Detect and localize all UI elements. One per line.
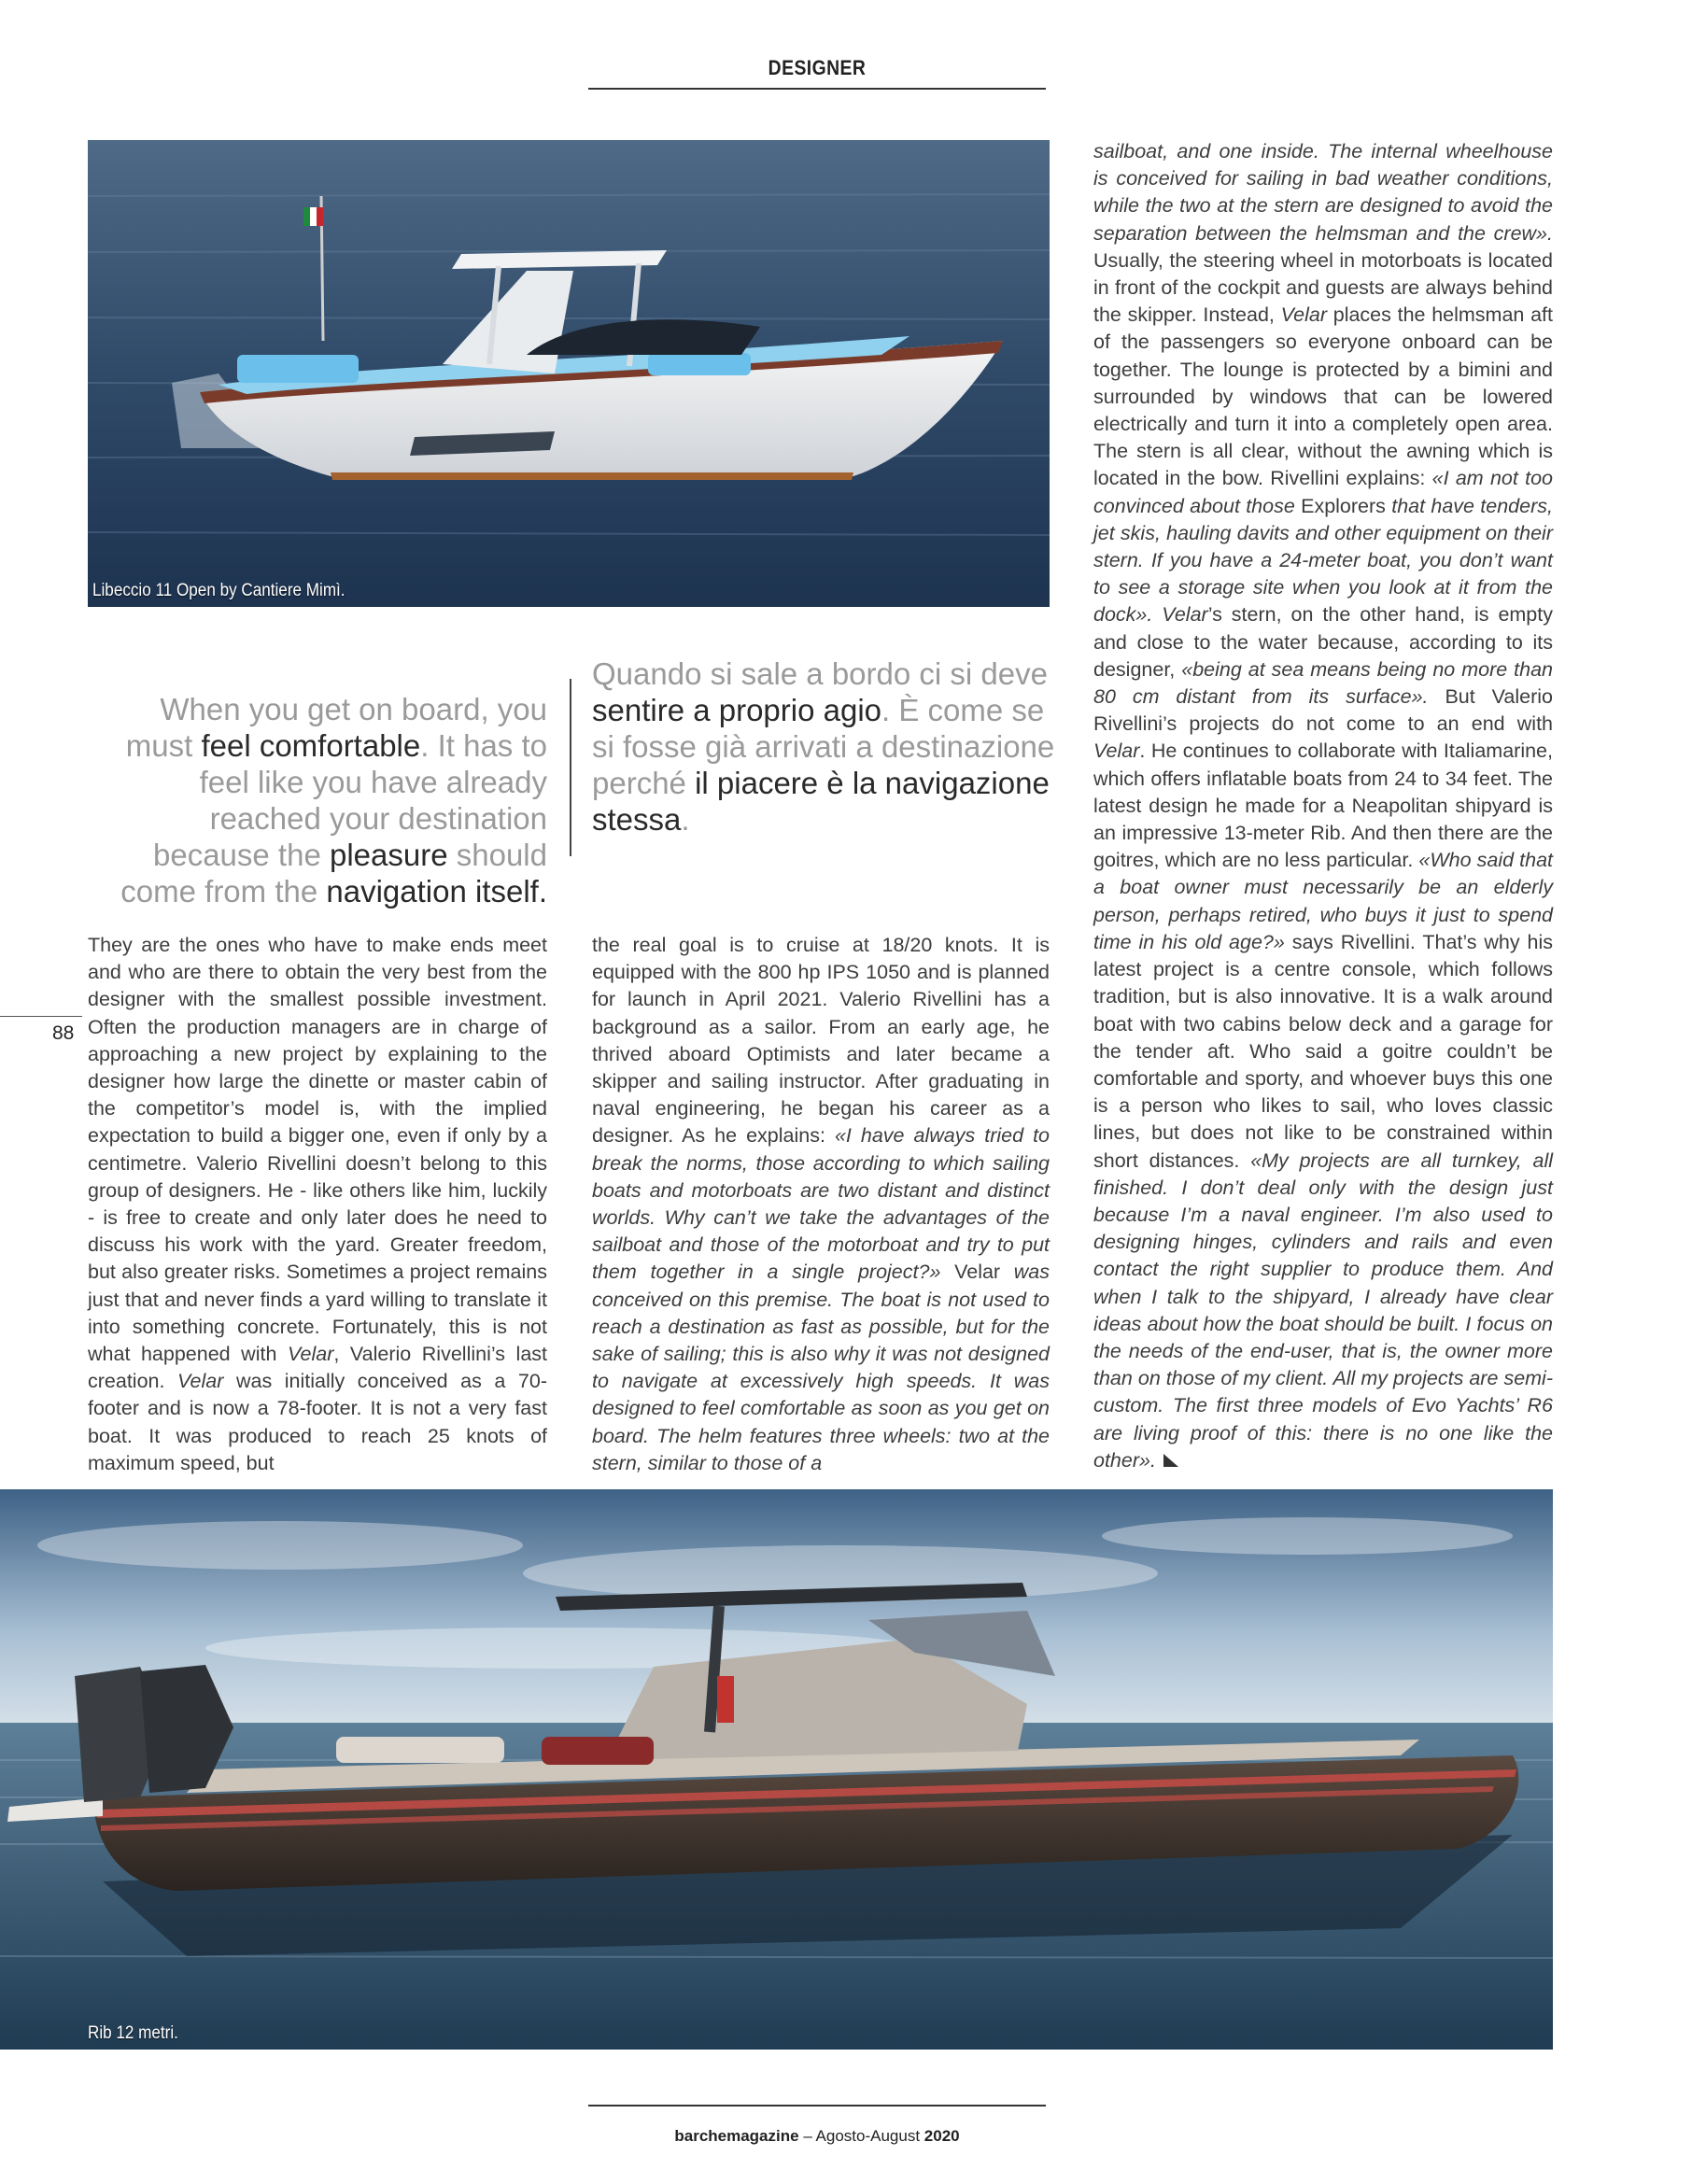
page-number: 88 xyxy=(52,1022,75,1044)
footer-rule xyxy=(588,2105,1046,2107)
text-run: places the helmsman aft of the passengers so everyone onboard can be together. The lounge is protected by a bimini and surrounded by windows that can be lowered electrically and turn it into a completely open area. The stern is all clear, without the awning which is located in the bow. Rivellini explains: xyxy=(1093,303,1553,490)
italic-run: Velar xyxy=(287,1343,334,1366)
page-number-rule xyxy=(0,1016,82,1017)
footer-issue: – Agosto-August xyxy=(798,2127,924,2145)
header-rule xyxy=(588,88,1046,90)
pullquote-it-part-2: . È come se si fosse già arrivati a destinazione perché xyxy=(592,693,1055,800)
pullquote-en-part-2: . It has to feel like you have already reached your destination because the xyxy=(153,728,547,872)
italic-run: «I am not too convinced about those xyxy=(1093,467,1553,517)
text-run: . He continues to collaborate with Italiamarine, which offers inflatable boats from 24 to 34 feet. The latest design he made for a Neapolitan shipyard is an impressive 13-meter Rib. And then there are the goitres, which are no less particular. xyxy=(1093,740,1553,872)
italic-run: that have tenders, jet skis, hauling davits and other equipment on their stern. If you have a 24-meter boat, you don’t want to see a storage site when you look at it from the dock». Velar xyxy=(1093,494,1553,627)
pullquote-en-part-3: should come from the xyxy=(120,838,547,909)
photo-caption-bottom: Rib 12 metri. xyxy=(88,2023,178,2043)
pullquote-it-part-3: . xyxy=(681,802,690,837)
italic-run: «being at sea means being no more than 80 cm distant from its surface». xyxy=(1093,657,1554,709)
article-paragraph xyxy=(88,932,547,1477)
text-run: says Rivellini. That’s why his latest project is a centre console, which follows tradition, but is also innovative. It is a walk around boat with two cabins below deck and a garage for the tender aft. Who said a goitre couldn’t be comfortable and sporty, and whoever buys this one is a person who likes to sail, who loves classic lines, but does not like to be constrained within short distances. xyxy=(1093,930,1553,1172)
italic-run: Velar xyxy=(1280,303,1328,327)
text-run: They are the ones who have to make ends meet and who are there to obtain the very best from the designer with the smallest possible investment. Often the production managers are in charge of approaching a new project by explaining to the designer how large the dinette or master cabin of the competitor’s model is, with the implied expectation to build a bigger one, even if only by a centimetre. Valerio Rivellini doesn’t belong to this group of designers. He - like others like him, luckily - is free to create and only later does he need to discuss his work with the yard. Greater freedom, but also greater risks. Sometimes a project remains just that and never finds a yard willing to translate it into something concrete. Fortunately, this is not what happened with xyxy=(88,934,547,1366)
section-label: DESIGNER xyxy=(768,56,867,79)
pullquote-it-emphasis-2: il piacere è la navigazione stessa xyxy=(592,766,1050,837)
text-run: , Valerio Rivellini’s last creation. xyxy=(88,1343,547,1393)
italic-run: «Who said that a boat owner must necessarily be an elderly person, perhaps retired, who buys it just to spend time in his old age?» xyxy=(1093,849,1553,953)
italic-run: was conceived on this premise. The boat is not used to reach a destination as fast as possible, but for the sake of sailing; this is also why it was not designed to navigate at excessively high speeds. It was designed to feel comfortable as soon as you get on board. The helm features three wheels: two at the stern, similar to those of a xyxy=(592,1261,1050,1474)
text-run: But Valerio Rivellini’s projects do not come to an end with xyxy=(1093,685,1553,736)
photo-caption-top: Libeccio 11 Open by Cantiere Mimì. xyxy=(92,581,345,600)
article-column-2 xyxy=(592,932,1050,1477)
article-column-1 xyxy=(88,932,547,1477)
pullquote-en-emphasis-1: feel comfortable xyxy=(201,728,421,763)
photo-rib xyxy=(0,1489,1553,2050)
italic-run: «I have always tried to break the norms, those according to which sailing boats and motorboats are two distant and distinct worlds. Why can’t we take the advantages of the sailboat and those of the motorboat and try to put them together in a single project?» xyxy=(592,1124,1050,1284)
italic-run: Velar xyxy=(177,1370,224,1393)
text-run: Velar xyxy=(940,1261,1014,1284)
pullquote-it-emphasis-1: sentire a proprio agio xyxy=(592,693,882,727)
end-of-article-icon xyxy=(1163,1454,1178,1467)
article-column-3 xyxy=(1093,138,1553,1474)
footer-year: 2020 xyxy=(924,2127,960,2145)
boat-illustration-bottom xyxy=(0,1489,1553,2050)
pullquote-en-emphasis-2: pleasure xyxy=(329,838,448,872)
italic-run: sailboat, and one inside. The internal wheelhouse is conceived for sailing in bad weather conditions, while the two at the stern are designed to avoid the separation between the helmsman and the crew». xyxy=(1093,140,1553,245)
boat-illustration-top xyxy=(88,140,1050,607)
pullquote-italian xyxy=(592,655,1059,838)
pullquote-en-part-1: When you get on board, you must xyxy=(125,692,547,763)
pullquote-it-part-1: Quando si sale a bordo ci si deve xyxy=(592,656,1048,691)
article-paragraph xyxy=(1093,138,1553,1474)
text-run: the real goal is to cruise at 18/20 knots. It is equipped with the 800 hp IPS 1050 and is planned for launch in April 2021. Valerio Rivellini has a background as a sailor. From an early age, he thrived aboard Optimists and later became a skipper and sailing instructor. After graduating in naval engineering, he began his career as a designer. As he explains: xyxy=(592,934,1050,1148)
pullquote-english xyxy=(88,691,547,909)
text-run: Usually, the steering wheel in motorboats is located in front of the cockpit and guests are always behind the skipper. Instead, xyxy=(1093,248,1553,327)
text-run: was initially conceived as a 70-footer and is now a 78-footer. It is not a very fast boat. It was produced to reach 25 knots of maximum speed, but xyxy=(88,1370,547,1474)
pullquote-en-emphasis-3: navigation itself. xyxy=(326,874,547,909)
photo-libeccio xyxy=(88,140,1050,607)
footer-magazine: barchemagazine xyxy=(674,2127,799,2145)
italic-run: Velar xyxy=(1093,740,1140,763)
pullquote-divider xyxy=(570,679,571,856)
footer xyxy=(588,2127,1046,2146)
article-paragraph xyxy=(592,932,1050,1477)
text-run: ’s stern, on the other hand, is empty and close to the water because, according to its designer, xyxy=(1093,603,1553,681)
text-run: Explorers xyxy=(1294,494,1392,517)
italic-run: «My projects are all turnkey, all finished. I don’t deal only with the design just because I’m a naval engineer. I’m also used to designing hinges, cylinders and rails and even contact the right supplier to produce them. And when I talk to the shipyard, I already have clear ideas about how the boat should be built. I focus on the needs of the end-user, that is, the owner more than on those of my client. All my projects are semi-custom. The first three models of Evo Yachts’ R6 are living proof of this: there is no one like the other». xyxy=(1093,1148,1554,1472)
